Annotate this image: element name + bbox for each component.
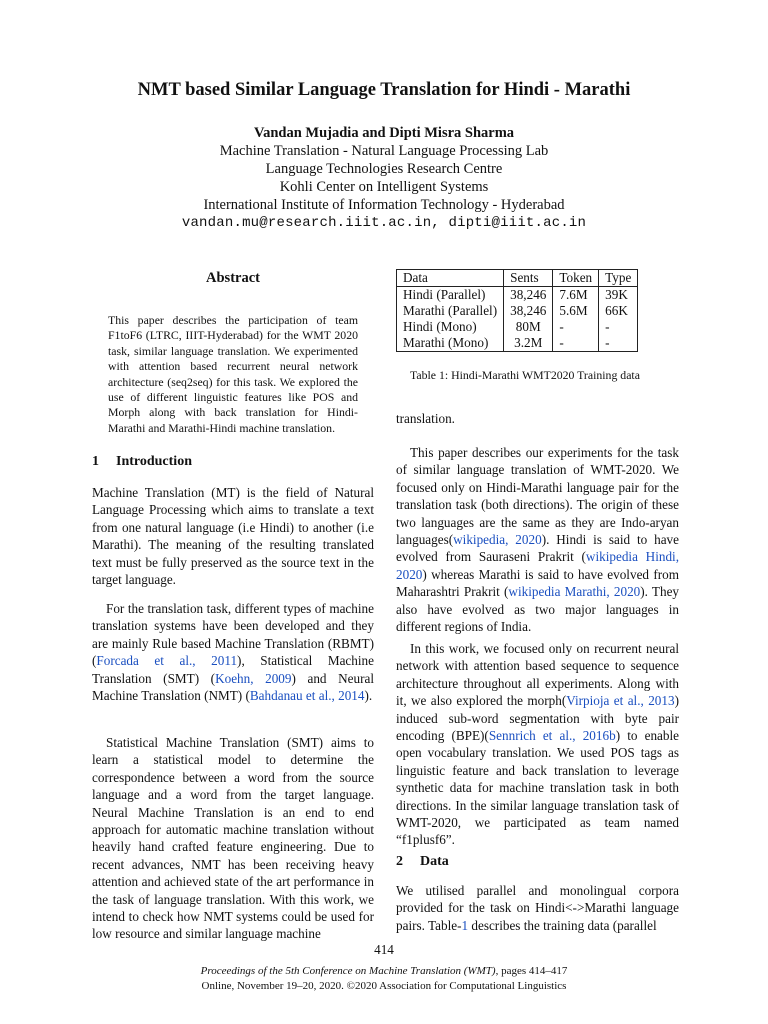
text-run: ). Hindi is said to have evolved from Sauraseni Prakrit ( — [396, 532, 679, 565]
section-number: 2 — [396, 854, 403, 869]
abstract-text: This paper describes the participation of team F1toF6 (LTRC, IIIT-Hyderabad) for the WMT 2020 task, similar language translation. We experimented with attention based recurrent neural network architecture (seq2seq) for this task. We explored the use of different linguistic features like POS and Morph along with back translation for Hindi-Marathi and Marathi-Hindi machine translation. — [108, 313, 358, 435]
text-run: In this work, we focused only on recurrent neural network with attention based sequence to sequence architecture throughout all experiments. Along with it, we also explored the morph( — [396, 641, 679, 709]
table-cell: Marathi (Parallel) — [397, 303, 504, 319]
author-names: Vandan Mujadia and Dipti Misra Sharma — [253, 125, 515, 141]
section-title: Data — [420, 854, 449, 869]
affiliation-line: Kohli Center on Intelligent Systems — [279, 179, 489, 195]
text-run: ) to enable open vocabulary translation. We used POS tags as linguistic feature and back translation to leverage synthetic data for machine translation task in both directions. In the similar language translation task of WMT-2020, we participated as team named “f1plusf6”. — [396, 728, 679, 848]
citation-link[interactable]: Virpioja et al., 2013 — [566, 693, 675, 709]
intro-paragraph-2 — [92, 600, 374, 704]
citation-link[interactable]: Sennrich et al., 2016b — [488, 728, 616, 744]
footer-venue: Proceedings of the 5th Conference on Machine Translation (WMT) — [200, 965, 496, 977]
left-column — [92, 268, 374, 942]
citation-link[interactable]: wikipedia, 2020 — [453, 532, 542, 548]
author-emails: vandan.mu@research.iiit.ac.in, dipti@iiit.ac.in — [181, 215, 587, 231]
citation-link[interactable]: wikipedia Hindi, 2020 — [396, 549, 680, 582]
text-run: ) and Neural Machine Translation (NMT) ( — [92, 670, 374, 704]
text-run: This paper describes our experiments for the task of similar language translation of WMT-2020. We focused only on Hindi-Marathi language pair for the translation task (both directions). The origin of these two languages are the same as they are Indo-aryan languages( — [396, 445, 679, 548]
table-cell: - — [553, 319, 599, 335]
table-header-cell: Sents — [504, 270, 553, 287]
table-cell: 66K — [599, 303, 638, 319]
table-row — [397, 335, 638, 352]
table-reference-link[interactable]: 1 — [461, 917, 469, 933]
text-run: We utilised parallel and monolingual corpora provided for the task on Hindi<->Marathi language pairs. Table- — [396, 883, 679, 933]
table-cell: 5.6M — [553, 303, 599, 319]
table-row — [397, 287, 638, 304]
page-number: 414 — [374, 942, 394, 957]
table-row — [397, 319, 638, 335]
intro-paragraph-1: Machine Translation (MT) is the field of Natural Language Processing which aims to translate a text from one natural language (i.e Hindi) to another (i.e Marathi). The meaning of the resulting translated text must be fully preserved as the source text in the target language. — [92, 485, 374, 588]
right-paragraph-2 — [396, 640, 679, 849]
citation-link[interactable]: Bahdanau et al., 2014 — [249, 688, 365, 704]
table-cell: 7.6M — [553, 287, 599, 304]
table-caption: Table 1: Hindi-Marathi WMT2020 Training data — [410, 368, 640, 382]
table-header-cell: Token — [553, 270, 599, 287]
table-cell: 38,246 — [504, 303, 553, 319]
text-run: ), Statistical Machine Translation (SMT) ( — [92, 653, 374, 686]
table-header-row — [397, 270, 638, 287]
section-number: 1 — [92, 454, 99, 469]
abstract-heading: Abstract — [206, 270, 260, 286]
data-section-heading — [396, 854, 679, 870]
affiliation-line: Language Technologies Research Centre — [265, 161, 503, 177]
text-run: ). They also have evolved as two major languages in different regions of India. — [396, 584, 680, 635]
table-cell: 39K — [599, 287, 638, 304]
intro-paragraph-3: Statistical Machine Translation (SMT) aims to learn a statistical model to determine the correspondence between a word from the source language and a word from the target language. Neural Machine Translation is an end to end approach for automatic machine translation without heavily hand crafted feature engineering. Due to recent advances, NMT has been receiving heavy attention and achieved state of the art performance in the task of language translation. With this work, we intend to check how NMT systems could be used for low resource and similar language machine — [92, 735, 374, 942]
paper-title: NMT based Similar Language Translation for Hindi - Marathi — [137, 80, 631, 100]
text-run: ) induced sub-word segmentation with byte pair encoding (BPE)( — [396, 693, 679, 744]
training-data-table — [396, 269, 638, 352]
table-cell: Hindi (Mono) — [397, 319, 504, 335]
data-paragraph-1 — [396, 882, 679, 934]
footer-line-2: Online, November 19–20, 2020. ©2020 Association for Computational Linguistics — [201, 979, 567, 992]
citation-link[interactable]: Koehn, 2009 — [215, 670, 292, 686]
citation-link[interactable]: Forcada et al., 2011 — [96, 653, 238, 669]
section-title: Introduction — [116, 454, 192, 469]
affiliation-line: International Institute of Information Technology - Hyderabad — [203, 197, 565, 213]
text-run: ). — [364, 688, 373, 704]
continued-paragraph: translation. — [396, 411, 455, 426]
table-header-cell: Type — [599, 270, 638, 287]
text-run: For the translation task, different types of machine translation systems have been developed and they are mainly Rule based Machine Translation (RBMT)( — [92, 601, 374, 669]
citation-link[interactable]: wikipedia Marathi, 2020 — [508, 584, 641, 600]
table-cell: Hindi (Parallel) — [397, 287, 504, 304]
footer-pages: , pages 414–417 — [495, 965, 568, 977]
text-run: describes the training data (parallel — [468, 917, 657, 933]
affiliation-line: Machine Translation - Natural Language Processing Lab — [219, 143, 549, 159]
table-cell: 38,246 — [504, 287, 553, 304]
table-cell: Marathi (Mono) — [397, 335, 504, 352]
table-cell: 80M — [504, 319, 553, 335]
table-cell: - — [553, 335, 599, 352]
page-footer — [0, 964, 768, 993]
table-row — [397, 303, 638, 319]
text-run: ) whereas Marathi is said to have evolved from Maharashtri Prakrit ( — [396, 566, 679, 600]
introduction-heading — [92, 454, 374, 470]
table-header-cell: Data — [397, 270, 504, 287]
table-cell: - — [599, 319, 638, 335]
author-block — [0, 124, 768, 232]
table-cell: - — [599, 335, 638, 352]
right-paragraph-1 — [396, 444, 679, 635]
table-cell: 3.2M — [504, 335, 553, 352]
